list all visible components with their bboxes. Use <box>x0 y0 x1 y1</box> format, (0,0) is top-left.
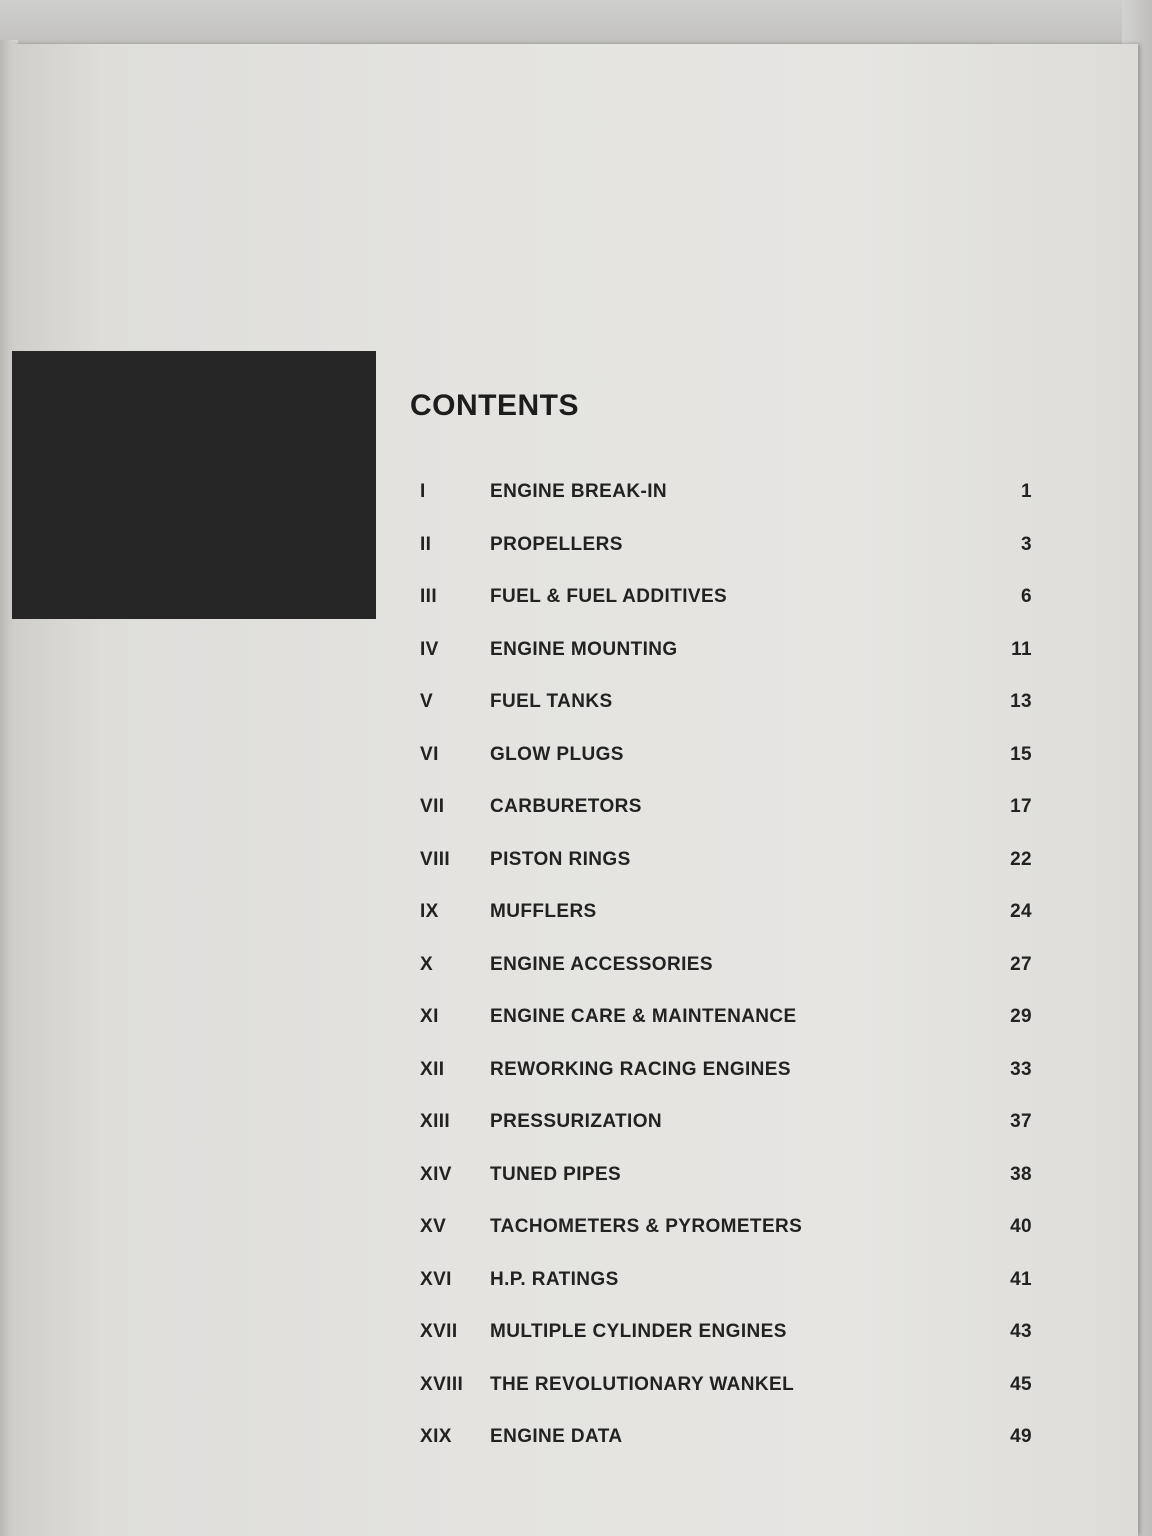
chapter-page-number: 41 <box>1010 1268 1032 1290</box>
chapter-numeral: V <box>420 691 434 712</box>
chapter-page-number: 13 <box>1010 691 1032 712</box>
chapter-numeral: VII <box>420 796 445 817</box>
chapter-page-number: 27 <box>1010 953 1032 975</box>
chapter-title: TUNED PIPES <box>490 1163 622 1185</box>
chapter-title: PISTON RINGS <box>490 848 631 870</box>
chapter-numeral: VI <box>420 743 439 765</box>
chapter-numeral: III <box>420 586 438 607</box>
chapter-page-number: 43 <box>1010 1321 1032 1342</box>
chapter-numeral: XII <box>420 1058 445 1080</box>
chapter-numeral: XVIII <box>420 1373 464 1395</box>
chapter-page-number: 15 <box>1010 743 1032 765</box>
toc-entry <box>412 524 1042 577</box>
toc-entry <box>412 1154 1042 1207</box>
chapter-title: TACHOMETERS & PYROMETERS <box>490 1216 803 1237</box>
chapter-title: ENGINE MOUNTING <box>490 638 678 660</box>
toc-entry <box>412 576 1042 629</box>
contents-page <box>12 44 1138 1536</box>
toc-entry <box>412 1259 1042 1312</box>
chapter-page-number: 45 <box>1010 1373 1032 1395</box>
chapter-page-number: 24 <box>1010 901 1032 922</box>
toc-entry <box>412 1049 1042 1102</box>
chapter-numeral: XIX <box>420 1426 452 1447</box>
toc-entry <box>412 1364 1042 1417</box>
chapter-page-number: 33 <box>1010 1058 1032 1080</box>
chapter-numeral: IV <box>420 638 439 660</box>
chapter-page-number: 3 <box>1021 533 1032 555</box>
chapter-page-number: 40 <box>1010 1216 1032 1237</box>
toc-entry <box>412 1416 1042 1469</box>
chapter-title: GLOW PLUGS <box>490 743 624 765</box>
chapter-title: ENGINE CARE & MAINTENANCE <box>490 1006 797 1027</box>
chapter-numeral: XIII <box>420 1111 451 1132</box>
toc-entry <box>412 629 1042 682</box>
chapter-numeral: IX <box>420 901 439 922</box>
chapter-numeral: XI <box>420 1006 439 1027</box>
decorative-black-block <box>12 351 376 619</box>
chapter-title: PRESSURIZATION <box>490 1111 663 1132</box>
chapter-title: MULTIPLE CYLINDER ENGINES <box>490 1321 787 1342</box>
chapter-page-number: 49 <box>1010 1426 1032 1447</box>
table-of-contents <box>412 471 1042 1469</box>
chapter-numeral: XV <box>420 1216 447 1237</box>
chapter-title: ENGINE ACCESSORIES <box>490 953 713 975</box>
chapter-page-number: 17 <box>1010 796 1032 817</box>
page-title: CONTENTS <box>410 389 579 422</box>
toc-entry <box>412 734 1042 787</box>
toc-entry <box>412 944 1042 997</box>
chapter-title: H.P. RATINGS <box>490 1268 619 1290</box>
toc-entry <box>412 1101 1042 1154</box>
chapter-title: ENGINE DATA <box>490 1426 623 1447</box>
chapter-numeral: XVII <box>420 1321 458 1342</box>
toc-entry <box>412 996 1042 1049</box>
chapter-title: MUFFLERS <box>490 901 597 922</box>
chapter-title: CARBURETORS <box>490 796 642 817</box>
toc-entry <box>412 1311 1042 1364</box>
chapter-numeral: I <box>420 481 426 502</box>
chapter-title: REWORKING RACING ENGINES <box>490 1058 791 1080</box>
chapter-page-number: 1 <box>1021 481 1032 502</box>
chapter-numeral: VIII <box>420 848 451 870</box>
chapter-numeral: XIV <box>420 1163 452 1185</box>
chapter-title: PROPELLERS <box>490 533 623 555</box>
chapter-title: FUEL & FUEL ADDITIVES <box>490 586 728 607</box>
toc-entry <box>412 471 1042 524</box>
chapter-title: ENGINE BREAK-IN <box>490 481 668 502</box>
chapter-page-number: 37 <box>1010 1111 1032 1132</box>
chapter-numeral: X <box>420 953 434 975</box>
chapter-page-number: 22 <box>1010 848 1032 870</box>
chapter-page-number: 6 <box>1021 586 1032 607</box>
toc-entry <box>412 681 1042 734</box>
toc-entry <box>412 786 1042 839</box>
chapter-title: FUEL TANKS <box>490 691 613 712</box>
chapter-title: THE REVOLUTIONARY WANKEL <box>490 1373 795 1395</box>
chapter-page-number: 38 <box>1010 1163 1032 1185</box>
chapter-page-number: 11 <box>1011 638 1032 660</box>
chapter-numeral: XVI <box>420 1268 452 1290</box>
toc-entry <box>412 891 1042 944</box>
chapter-page-number: 29 <box>1010 1006 1032 1027</box>
toc-entry <box>412 1206 1042 1259</box>
toc-entry <box>412 839 1042 892</box>
chapter-numeral: II <box>420 533 432 555</box>
